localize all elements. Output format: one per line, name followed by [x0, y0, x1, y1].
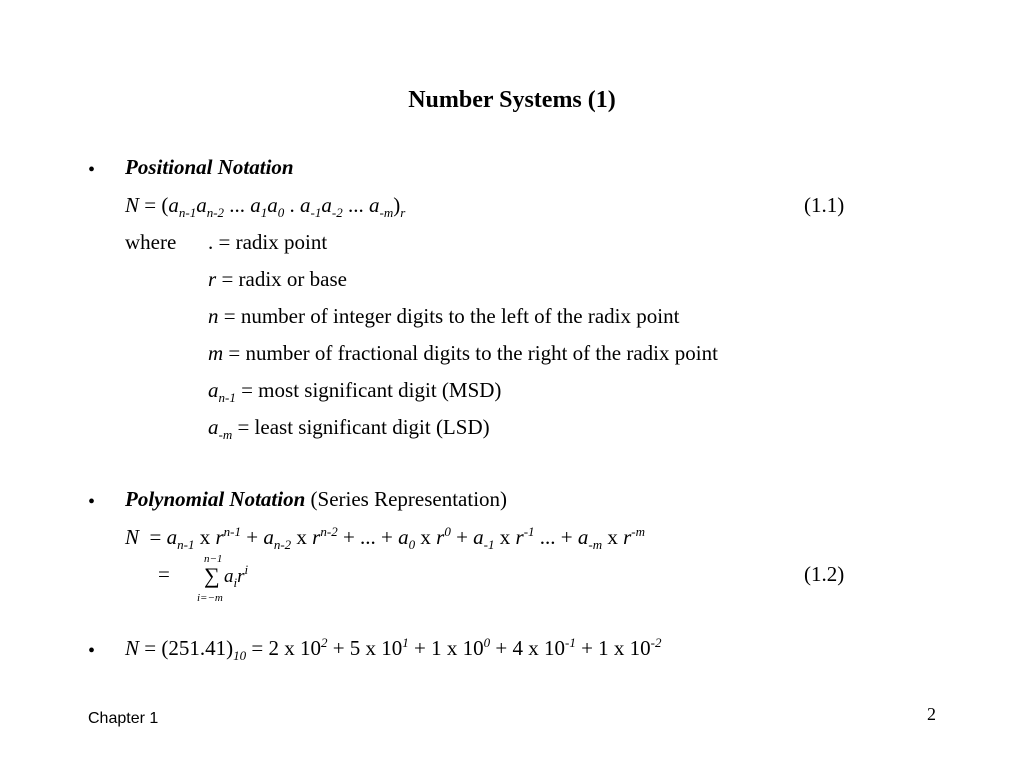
equals-sign: =	[158, 562, 170, 586]
equation-number-1-1: (1.1)	[804, 193, 845, 217]
equation-number-1-2: (1.2)	[804, 562, 845, 586]
bullet-positional: •	[88, 159, 96, 181]
bullet-example: •	[88, 640, 96, 662]
where-label: where	[125, 230, 177, 254]
sigma-symbol: ∑	[204, 563, 220, 588]
sum-term: $a_ir^i$	[224, 562, 249, 590]
sum-upper-limit: n−1	[204, 553, 223, 565]
lsd-def: $a_{-m}$ = least significant digit (LSD)	[208, 415, 490, 442]
positional-heading: Positional Notation	[125, 155, 294, 179]
m-def-text: = number of fractional digits to the right of the radix point	[223, 341, 718, 365]
example-formula: $N = (251.41)_{10} = 2$ x $10^2 + 5$ x $10^1 + 1$ x $10^0 + 4$ x $10^{-1} + 1$ x $10^{-2}$	[125, 635, 662, 663]
n-def-text: = number of integer digits to the left of the radix point	[218, 304, 680, 328]
page-number: 2	[927, 704, 936, 724]
polynomial-heading-line	[125, 489, 507, 510]
footer-chapter: Chapter 1	[88, 710, 159, 727]
msd-def-text: = most significant digit (MSD)	[235, 378, 502, 402]
radix-point-def: . = radix point	[208, 230, 328, 254]
radix-def-text: = radix or base	[216, 267, 347, 291]
polynomial-heading: Polynomial Notation	[125, 487, 306, 511]
m-def	[208, 343, 718, 364]
slide-title: Number Systems (1)	[408, 87, 616, 113]
polynomial-subtitle: (Series Representation)	[305, 487, 508, 511]
msd-def: $a_{n-1}$ = most significant digit (MSD)	[208, 378, 502, 405]
sum-lower-limit: i=−m	[197, 592, 223, 604]
polynomial-formula: $N = a_{n-1}$ x $r^{n-1} + a_{n-2}$ x $r^{n-2}$ + ... + $a_0$ x $r^0 + a_{-1}$ x $r^{-1}$ ... + $a_{-m}$ x $r^{-m}$	[125, 524, 646, 552]
m-variable: m	[208, 341, 224, 365]
n-def	[208, 306, 679, 327]
r-variable: r	[208, 267, 217, 291]
lsd-def-text: = least significant digit (LSD)	[232, 415, 490, 439]
radix-def	[208, 269, 347, 290]
n-variable: n	[208, 304, 219, 328]
positional-formula: $N = (a_{n-1}a_{n-2}$ ... $a_1a_0$ . $a_{-1}a_{-2}$ ... $a_{-m})_r$	[125, 193, 406, 220]
bullet-polynomial: •	[88, 491, 96, 513]
